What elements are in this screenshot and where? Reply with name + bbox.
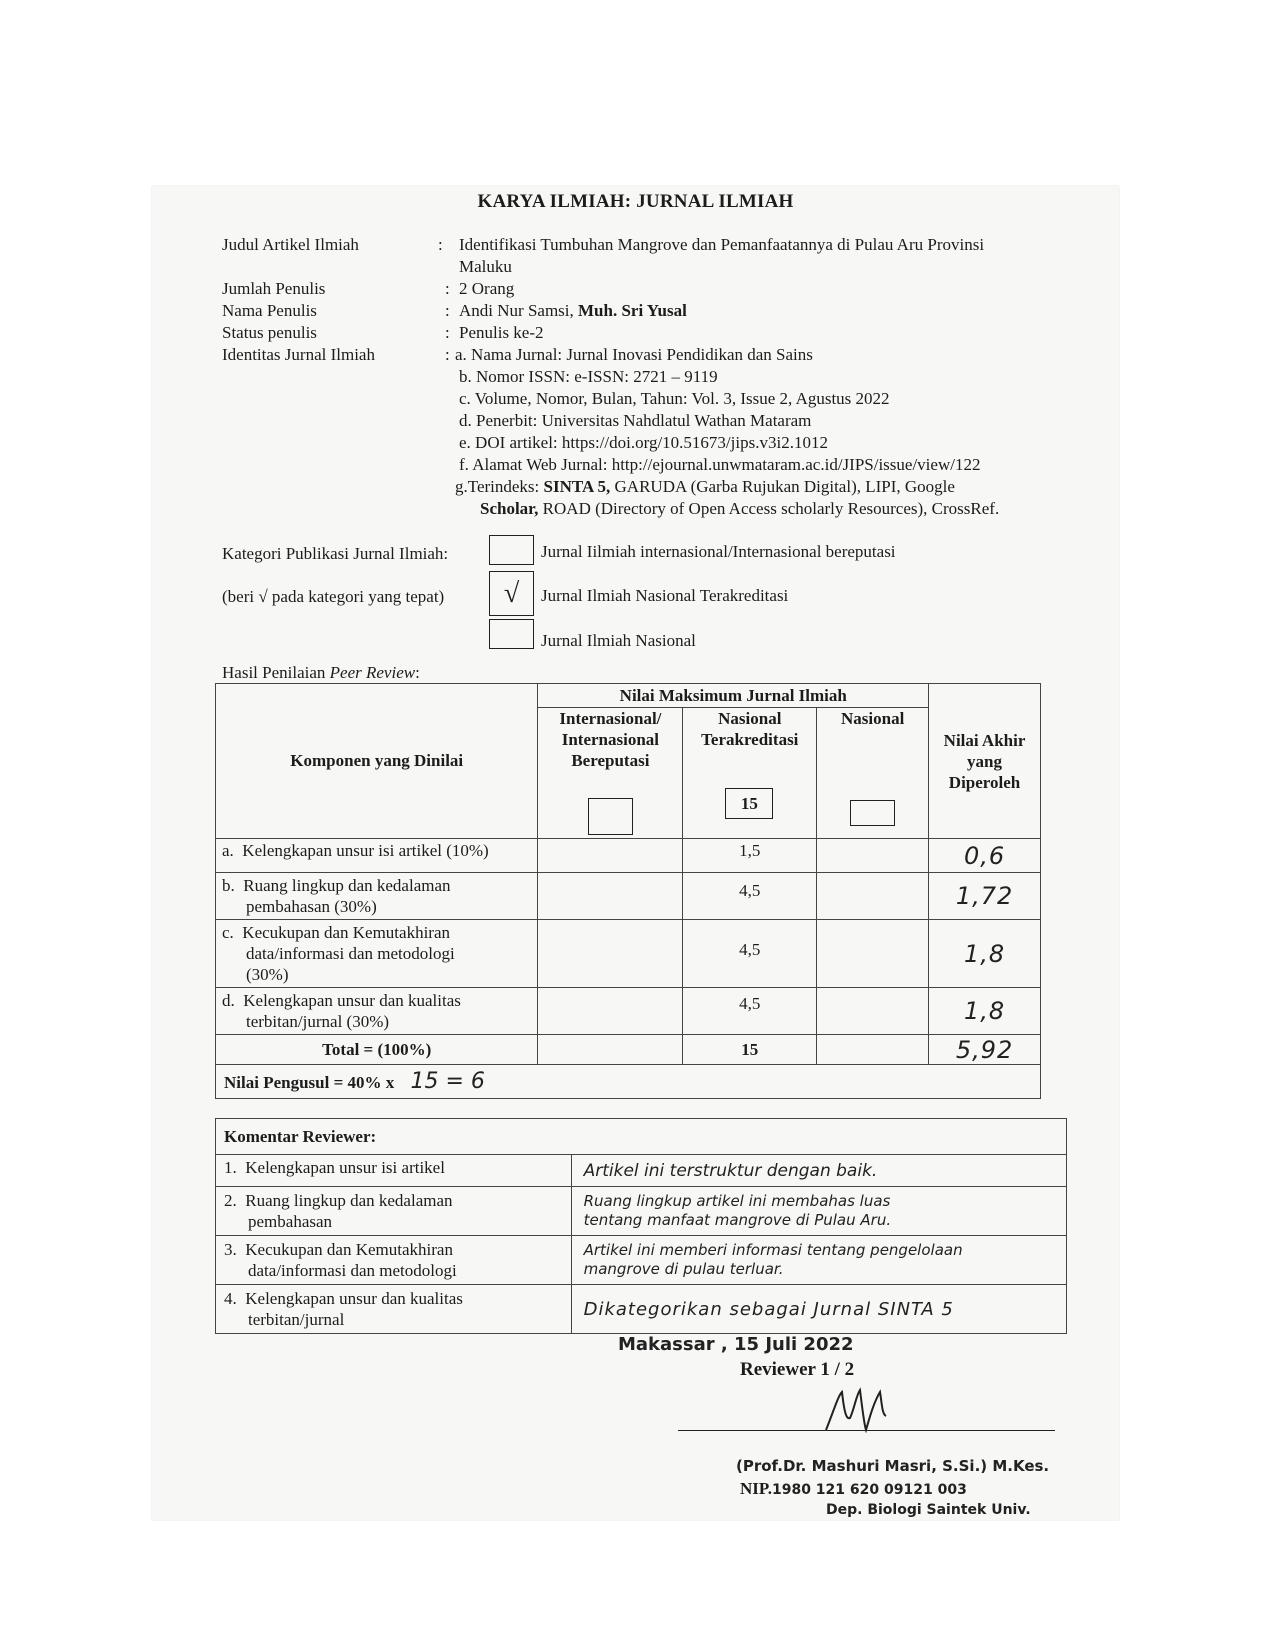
colon: :: [445, 345, 450, 364]
identitas-g: [455, 476, 955, 498]
row-komponen: [216, 839, 538, 873]
row-label: Ruang lingkup dan kedalaman: [243, 876, 451, 895]
header-internasional-3: Bereputasi: [571, 751, 650, 770]
row-label: Kelengkapan unsur dan kualitas: [245, 1289, 463, 1308]
table-row: [216, 839, 1041, 873]
place-date-handwritten: Makassar , 15 Juli 2022: [618, 1334, 854, 1355]
colon: :: [445, 279, 450, 298]
nip-value-handwritten: 1980 121 620 09121 003: [771, 1482, 967, 1498]
total-label: Total = (100%): [216, 1035, 538, 1065]
nama-bold: Muh. Sri Yusal: [578, 301, 687, 320]
header-internasional-1: Internasional/: [559, 709, 662, 728]
row-label-cont: pembahasan (30%): [246, 897, 377, 916]
cell-internasional: [538, 920, 683, 988]
cell-max: 4,5: [683, 988, 817, 1035]
row-label-cont: (30%): [246, 965, 289, 984]
header-nasional-terakreditasi-1: Nasional: [718, 709, 782, 728]
pengusul-cell: [216, 1065, 1041, 1099]
komentar-handwritten: [571, 1155, 1066, 1187]
colon: :: [438, 235, 443, 254]
row-letter: c.: [222, 923, 234, 942]
row-label-cont: terbitan/jurnal: [248, 1310, 345, 1329]
jumlah-label: Jumlah Penulis: [222, 279, 326, 298]
komentar-heading: Komentar Reviewer:: [216, 1119, 1067, 1155]
komentar-komponen: [216, 1187, 572, 1236]
cell-score-handwritten: 1,72: [929, 873, 1041, 920]
identitas-c: c. Volume, Nomor, Bulan, Tahun: Vol. 3, Issue 2, Agustus 2022: [459, 389, 890, 408]
colon: :: [445, 323, 450, 342]
kategori-option-internasional: Jurnal Iilmiah internasional/Internasional bereputasi: [541, 542, 896, 561]
cell-internasional: [538, 1035, 683, 1065]
header-komponen: Komponen yang Dinilai: [216, 684, 538, 839]
table-row: [216, 1187, 1067, 1236]
review-table: [215, 683, 1041, 1099]
kategori-label: Kategori Publikasi Jurnal Ilmiah:: [222, 544, 449, 563]
header-nasional: [817, 708, 929, 839]
pengusul-handwritten: 15 = 6: [410, 1069, 485, 1094]
kategori-checkbox-nasional[interactable]: [489, 619, 534, 649]
identitas-a: a. Nama Jurnal: Jurnal Inovasi Pendidikan dan Sains: [455, 345, 813, 364]
table-row: [216, 873, 1041, 920]
judul-value: Identifikasi Tumbuhan Mangrove dan Pemanfaatannya di Pulau Aru Provinsi: [459, 235, 985, 254]
cell-score-handwritten: 0,6: [929, 839, 1041, 873]
internasional-score-box: [588, 798, 633, 835]
identitas-e: e. DOI artikel: https://doi.org/10.51673/jips.v3i2.1012: [459, 433, 828, 452]
row-label: Kelengkapan unsur dan kualitas: [243, 991, 461, 1010]
table-row: [216, 1236, 1067, 1285]
review-heading-post: :: [415, 663, 420, 682]
row-label-cont: terbitan/jurnal (30%): [246, 1012, 390, 1031]
row-letter: d.: [222, 991, 235, 1010]
cell-max: 1,5: [683, 839, 817, 873]
identitas-g-2a: Scholar,: [480, 499, 539, 518]
status-value: Penulis ke-2: [459, 323, 544, 342]
identitas-g-bold: SINTA 5,: [543, 477, 611, 496]
row-label-cont: pembahasan: [248, 1212, 333, 1231]
kategori-option-nasional: Jurnal Ilmiah Nasional: [541, 631, 696, 650]
nasional-score-box: [850, 800, 895, 826]
row-label: Kelengkapan unsur isi artikel: [245, 1158, 445, 1177]
header-nilai-akhir-3: Diperoleh: [948, 772, 1021, 792]
row-komponen: [216, 920, 538, 988]
header-nilai-akhir-1: Nilai Akhir: [943, 730, 1026, 750]
comment-line: Dikategorikan sebagai Jurnal SINTA 5: [583, 1298, 954, 1320]
judul-value-cont: Maluku: [459, 257, 512, 276]
review-heading: [222, 662, 420, 683]
header-internasional: [538, 708, 683, 839]
row-komponen: [216, 988, 538, 1035]
identitas-g-pre: g.Terindeks:: [455, 477, 544, 496]
cell-nasional: [817, 1035, 929, 1065]
identitas-d: d. Penerbit: Universitas Nahdlatul Wathan Mataram: [459, 411, 812, 430]
cell-nasional: [817, 839, 929, 873]
header-nilai-akhir-2: yang: [967, 751, 1003, 771]
komentar-komponen: [216, 1155, 572, 1187]
row-label: Ruang lingkup dan kedalaman: [245, 1191, 453, 1210]
signature-line: [678, 1430, 1055, 1431]
cell-score-handwritten: 1,8: [929, 920, 1041, 988]
nip-label: NIP.: [740, 1479, 772, 1498]
komentar-komponen: [216, 1236, 572, 1285]
identitas-g-2b: ROAD (Directory of Open Access scholarly Resources), CrossRef.: [538, 499, 1000, 518]
kategori-checkbox-internasional[interactable]: [489, 535, 534, 565]
row-number: 2.: [224, 1191, 237, 1210]
row-label-cont: data/informasi dan metodologi: [246, 944, 455, 963]
reviewer-name-handwritten: (Prof.Dr. Mashuri Masri, S.Si.) M.Kes.: [736, 1457, 1050, 1475]
colon: :: [445, 301, 450, 320]
cell-internasional: [538, 988, 683, 1035]
header-internasional-2: Internasional: [561, 730, 660, 749]
status-label: Status penulis: [222, 323, 317, 342]
cell-score-handwritten: 1,8: [929, 988, 1041, 1035]
row-number: 3.: [224, 1240, 237, 1259]
signature-icon: [820, 1380, 900, 1440]
nasional-terakreditasi-score-box: 15: [725, 788, 773, 819]
header-nasional-terakreditasi: [683, 708, 817, 839]
review-heading-italic: Peer Review: [329, 663, 416, 682]
komentar-komponen: [216, 1285, 572, 1334]
comment-line: tentang manfaat mangrove di Pulau Aru.: [583, 1211, 892, 1229]
nama-value: [459, 300, 687, 322]
komentar-handwritten: [571, 1236, 1066, 1285]
comment-line: Artikel ini memberi informasi tentang pengelolaan: [583, 1241, 963, 1259]
table-row: [216, 920, 1041, 988]
komentar-table: [215, 1118, 1067, 1334]
row-label: Kelengkapan unsur isi artikel (10%): [242, 841, 489, 860]
row-label-cont: data/informasi dan metodologi: [248, 1261, 457, 1280]
nama-plain: Andi Nur Samsi,: [459, 301, 578, 320]
identitas-label: Identitas Jurnal Ilmiah: [222, 345, 375, 364]
header-nasional-1: Nasional: [841, 709, 905, 728]
identitas-b: b. Nomor ISSN: e-ISSN: 2721 – 9119: [459, 367, 718, 386]
check-mark-icon: √: [503, 578, 520, 609]
identitas-g-post: GARUDA (Garba Rujukan Digital), LIPI, Google: [610, 477, 955, 496]
row-number: 4.: [224, 1289, 237, 1308]
comment-line: Artikel ini terstruktur dengan baik.: [583, 1160, 878, 1181]
row-letter: a.: [222, 841, 234, 860]
total-max: 15: [683, 1035, 817, 1065]
table-row: [216, 1285, 1067, 1334]
cell-max: 4,5: [683, 920, 817, 988]
row-number: 1.: [224, 1158, 237, 1177]
komentar-handwritten: [571, 1285, 1066, 1334]
nip: [740, 1478, 967, 1501]
jumlah-value: 2 Orang: [459, 279, 515, 298]
comment-line: mangrove di pulau terluar.: [583, 1260, 784, 1278]
cell-nasional: [817, 873, 929, 920]
total-row: [216, 1035, 1041, 1065]
komentar-handwritten: [571, 1187, 1066, 1236]
header-nasional-terakreditasi-2: Terakreditasi: [701, 730, 799, 749]
pengusul-row: [216, 1065, 1041, 1099]
cell-nasional: [817, 920, 929, 988]
pengusul-label: Nilai Pengusul = 40% x: [224, 1073, 395, 1092]
kategori-option-nasional-terakreditasi: Jurnal Ilmiah Nasional Terakreditasi: [541, 586, 789, 605]
reviewer-label: Reviewer 1 / 2: [740, 1359, 855, 1380]
cell-max: 4,5: [683, 873, 817, 920]
page-title: KARYA ILMIAH: JURNAL ILMIAH: [477, 191, 794, 212]
row-label: Kecukupan dan Kemutakhiran: [242, 923, 450, 942]
identitas-f: f. Alamat Web Jurnal: http://ejournal.unwmataram.ac.id/JIPS/issue/view/122: [459, 455, 981, 474]
header-nilai-akhir: [929, 684, 1041, 839]
table-row: [216, 988, 1041, 1035]
table-row: [216, 1155, 1067, 1187]
kategori-hint: (beri √ pada kategori yang tepat): [222, 587, 445, 606]
row-letter: b.: [222, 876, 235, 895]
cell-internasional: [538, 839, 683, 873]
reviewer-unit-handwritten: Dep. Biologi Saintek Univ.: [826, 1502, 1031, 1518]
nama-label: Nama Penulis: [222, 301, 317, 320]
total-score-handwritten: 5,92: [929, 1035, 1041, 1065]
comment-line: Ruang lingkup artikel ini membahas luas: [583, 1192, 891, 1210]
identitas-g-cont: [480, 498, 999, 520]
row-komponen: [216, 873, 538, 920]
kategori-checkbox-nasional-terakreditasi[interactable]: [489, 571, 534, 616]
row-label: Kecukupan dan Kemutakhiran: [245, 1240, 453, 1259]
review-heading-pre: Hasil Penilaian: [222, 663, 330, 682]
cell-internasional: [538, 873, 683, 920]
judul-label: Judul Artikel Ilmiah: [222, 235, 359, 254]
cell-nasional: [817, 988, 929, 1035]
header-nilai-maksimum: Nilai Maksimum Jurnal Ilmiah: [538, 684, 929, 708]
